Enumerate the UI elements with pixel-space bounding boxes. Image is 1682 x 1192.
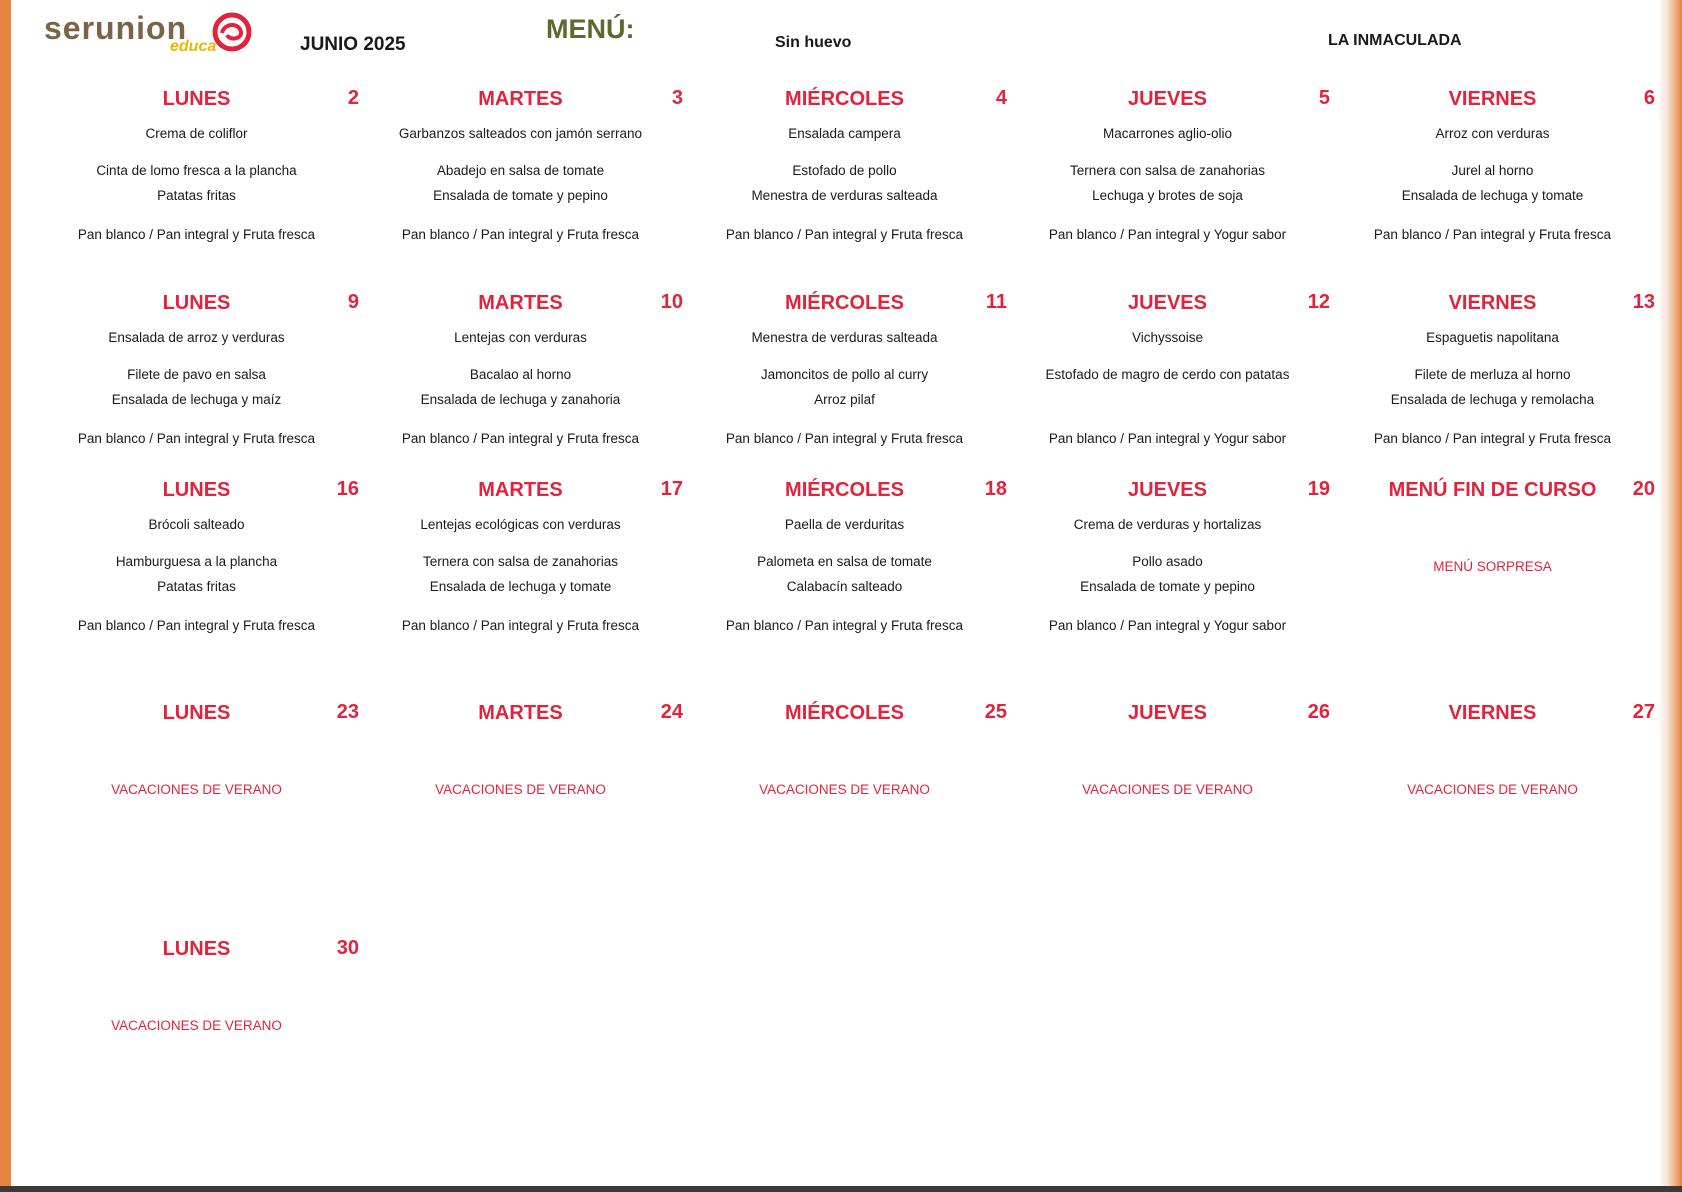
dish-item: Palometa en salsa de tomate bbox=[757, 554, 932, 569]
dish-item: Brócoli salteado bbox=[148, 517, 245, 532]
day-number: 19 bbox=[1307, 478, 1330, 500]
day-name: LUNES bbox=[162, 292, 231, 314]
day-name: MIÉRCOLES bbox=[785, 479, 904, 501]
logo-subtitle: educa bbox=[170, 38, 217, 55]
dish-item: Filete de merluza al horno bbox=[1414, 367, 1571, 382]
bread-dessert-line: Pan blanco / Pan integral y Fruta fresca bbox=[725, 227, 964, 242]
bread-dessert-line: Pan blanco / Pan integral y Fruta fresca bbox=[1373, 227, 1612, 242]
dish-item: Ensalada de tomate y pepino bbox=[433, 188, 608, 203]
bread-dessert-line: Pan blanco / Pan integral y Fruta fresca bbox=[77, 618, 316, 633]
dish-item: Ensalada de arroz y verduras bbox=[108, 330, 285, 345]
school-name: LA INMACULADA bbox=[1328, 32, 1462, 49]
bread-dessert-line: Pan blanco / Pan integral y Fruta fresca bbox=[401, 227, 640, 242]
dish-item: Lechuga y brotes de soja bbox=[1092, 188, 1243, 203]
dish-item: Filete de pavo en salsa bbox=[127, 367, 266, 382]
bread-dessert-line: Pan blanco / Pan integral y Yogur sabor bbox=[1048, 618, 1287, 633]
dish-item: Menestra de verduras salteada bbox=[751, 330, 938, 345]
diet-type: Sin huevo bbox=[775, 34, 852, 51]
dish-item: Lentejas con verduras bbox=[454, 330, 587, 345]
day-cell bbox=[1005, 87, 1330, 242]
bread-dessert-line: Pan blanco / Pan integral y Fruta fresca bbox=[401, 618, 640, 633]
right-frame-border bbox=[1658, 0, 1682, 1192]
day-number: 27 bbox=[1632, 701, 1655, 723]
day-cell bbox=[682, 478, 1007, 633]
dish-item: Cinta de lomo fresca a la plancha bbox=[96, 163, 297, 178]
day-name: JUEVES bbox=[1128, 702, 1207, 724]
day-note: MENÚ SORPRESA bbox=[1433, 559, 1552, 574]
dish-item: Lentejas ecológicas con verduras bbox=[420, 517, 621, 532]
day-number: 26 bbox=[1307, 701, 1330, 723]
bread-dessert-line: Pan blanco / Pan integral y Fruta fresca bbox=[725, 431, 964, 446]
day-number: 20 bbox=[1632, 478, 1655, 500]
menu-label: MENÚ: bbox=[546, 14, 635, 44]
day-name: LUNES bbox=[162, 938, 231, 960]
header bbox=[0, 0, 1682, 70]
dish-item: Ternera con salsa de zanahorias bbox=[1069, 163, 1266, 178]
dish-item: Calabacín salteado bbox=[786, 579, 903, 594]
day-cell bbox=[1005, 291, 1330, 446]
day-cell bbox=[682, 702, 1007, 852]
day-name: VIERNES bbox=[1448, 88, 1537, 110]
dish-item: Ensalada campera bbox=[788, 126, 901, 141]
day-name: JUEVES bbox=[1128, 88, 1207, 110]
day-name: MARTES bbox=[478, 479, 563, 501]
bread-dessert-line: Pan blanco / Pan integral y Fruta fresca bbox=[401, 431, 640, 446]
dish-item: Paella de verduritas bbox=[784, 517, 905, 532]
dish-item: Crema de coliflor bbox=[145, 126, 248, 141]
dish-item: Ensalada de lechuga y zanahoria bbox=[420, 392, 621, 407]
day-name: JUEVES bbox=[1128, 479, 1207, 501]
day-number: 17 bbox=[660, 478, 683, 500]
day-name: MARTES bbox=[478, 292, 563, 314]
dish-item: Ensalada de lechuga y remolacha bbox=[1390, 392, 1595, 407]
bread-dessert-line: Pan blanco / Pan integral y Yogur sabor bbox=[1048, 227, 1287, 242]
day-name: MIÉRCOLES bbox=[785, 702, 904, 724]
day-cell bbox=[34, 478, 359, 633]
day-number: 18 bbox=[984, 478, 1007, 500]
day-cell bbox=[358, 87, 683, 242]
day-cell bbox=[1330, 479, 1655, 629]
day-cell bbox=[682, 291, 1007, 446]
dish-item: Ensalada de tomate y pepino bbox=[1080, 579, 1255, 594]
day-note: VACACIONES DE VERANO bbox=[1082, 782, 1253, 797]
day-cell bbox=[1330, 291, 1655, 446]
dish-item: Hamburguesa a la plancha bbox=[115, 554, 278, 569]
logo-wordmark: serunion bbox=[44, 10, 188, 46]
day-number: 13 bbox=[1632, 291, 1655, 313]
day-number: 24 bbox=[660, 701, 683, 723]
day-number: 25 bbox=[984, 701, 1007, 723]
day-name: LUNES bbox=[162, 702, 231, 724]
day-number: 3 bbox=[671, 87, 683, 109]
day-name: MIÉRCOLES bbox=[785, 292, 904, 314]
dish-item: Crema de verduras y hortalizas bbox=[1073, 517, 1262, 532]
dish-item: Macarrones aglio-olio bbox=[1102, 126, 1233, 141]
day-number: 23 bbox=[336, 701, 359, 723]
dish-item: Espaguetis napolitana bbox=[1426, 330, 1559, 345]
bottom-frame-border bbox=[0, 1186, 1682, 1192]
bread-dessert-line: Pan blanco / Pan integral y Yogur sabor bbox=[1048, 431, 1287, 446]
dish-item: Menestra de verduras salteada bbox=[751, 188, 938, 203]
day-number: 10 bbox=[660, 291, 683, 313]
day-number: 12 bbox=[1307, 291, 1330, 313]
bread-dessert-line: Pan blanco / Pan integral y Fruta fresca bbox=[1373, 431, 1612, 446]
dish-item: Pollo asado bbox=[1132, 554, 1203, 569]
day-note: VACACIONES DE VERANO bbox=[759, 782, 930, 797]
dish-item: Ternera con salsa de zanahorias bbox=[422, 554, 619, 569]
dish-item: Arroz con verduras bbox=[1435, 126, 1550, 141]
day-cell bbox=[358, 702, 683, 852]
dish-item: Jamoncitos de pollo al curry bbox=[760, 367, 929, 382]
dish-item: Estofado de pollo bbox=[792, 163, 897, 178]
dish-item: Estofado de magro de cerdo con patatas bbox=[1045, 367, 1290, 382]
day-cell bbox=[34, 938, 359, 1088]
day-number: 4 bbox=[995, 87, 1007, 109]
day-name: VIERNES bbox=[1448, 292, 1537, 314]
bread-dessert-line: Pan blanco / Pan integral y Fruta fresca bbox=[77, 431, 316, 446]
left-frame-border bbox=[0, 0, 11, 1192]
day-name: JUEVES bbox=[1128, 292, 1207, 314]
day-number: 11 bbox=[985, 291, 1007, 313]
dish-item: Ensalada de lechuga y maíz bbox=[111, 392, 282, 407]
day-cell bbox=[1330, 702, 1655, 852]
bread-dessert-line: Pan blanco / Pan integral y Fruta fresca bbox=[77, 227, 316, 242]
dish-item: Arroz pilaf bbox=[814, 392, 875, 407]
serunion-logo bbox=[44, 10, 254, 60]
day-cell bbox=[34, 291, 359, 446]
day-name: LUNES bbox=[162, 479, 231, 501]
day-note: VACACIONES DE VERANO bbox=[1407, 782, 1578, 797]
dish-item: Jurel al horno bbox=[1451, 163, 1534, 178]
day-cell bbox=[358, 291, 683, 446]
dish-item: Ensalada de lechuga y tomate bbox=[1401, 188, 1584, 203]
day-note: VACACIONES DE VERANO bbox=[111, 1018, 282, 1033]
bread-dessert-line: Pan blanco / Pan integral y Fruta fresca bbox=[725, 618, 964, 633]
dish-item: Patatas fritas bbox=[157, 188, 236, 203]
day-number: 16 bbox=[336, 478, 359, 500]
logo-swirl-icon bbox=[212, 12, 252, 52]
day-name: MENÚ FIN DE CURSO bbox=[1388, 479, 1597, 501]
day-number: 6 bbox=[1643, 87, 1655, 109]
dish-item: Bacalao al horno bbox=[469, 367, 572, 382]
day-number: 2 bbox=[347, 87, 359, 109]
day-name: MARTES bbox=[478, 702, 563, 724]
dish-item: Patatas fritas bbox=[157, 579, 236, 594]
day-name: MARTES bbox=[478, 88, 563, 110]
day-cell bbox=[34, 87, 359, 242]
day-name: MIÉRCOLES bbox=[785, 88, 904, 110]
day-cell bbox=[1005, 702, 1330, 852]
day-cell bbox=[1330, 87, 1655, 242]
day-number: 9 bbox=[347, 291, 359, 313]
day-note: VACACIONES DE VERANO bbox=[111, 782, 282, 797]
day-number: 30 bbox=[336, 937, 359, 959]
dish-item: Abadejo en salsa de tomate bbox=[436, 163, 605, 178]
day-note: VACACIONES DE VERANO bbox=[435, 782, 606, 797]
menu-month: JUNIO 2025 bbox=[300, 34, 406, 55]
dish-item: Ensalada de lechuga y tomate bbox=[429, 579, 612, 594]
day-name: VIERNES bbox=[1448, 702, 1537, 724]
day-cell bbox=[34, 702, 359, 852]
day-name: LUNES bbox=[162, 88, 231, 110]
dish-item: Garbanzos salteados con jamón serrano bbox=[398, 126, 643, 141]
day-cell bbox=[682, 87, 1007, 242]
dish-item: Vichyssoise bbox=[1131, 330, 1204, 345]
day-cell bbox=[358, 478, 683, 633]
day-cell bbox=[1005, 478, 1330, 633]
day-number: 5 bbox=[1318, 87, 1330, 109]
